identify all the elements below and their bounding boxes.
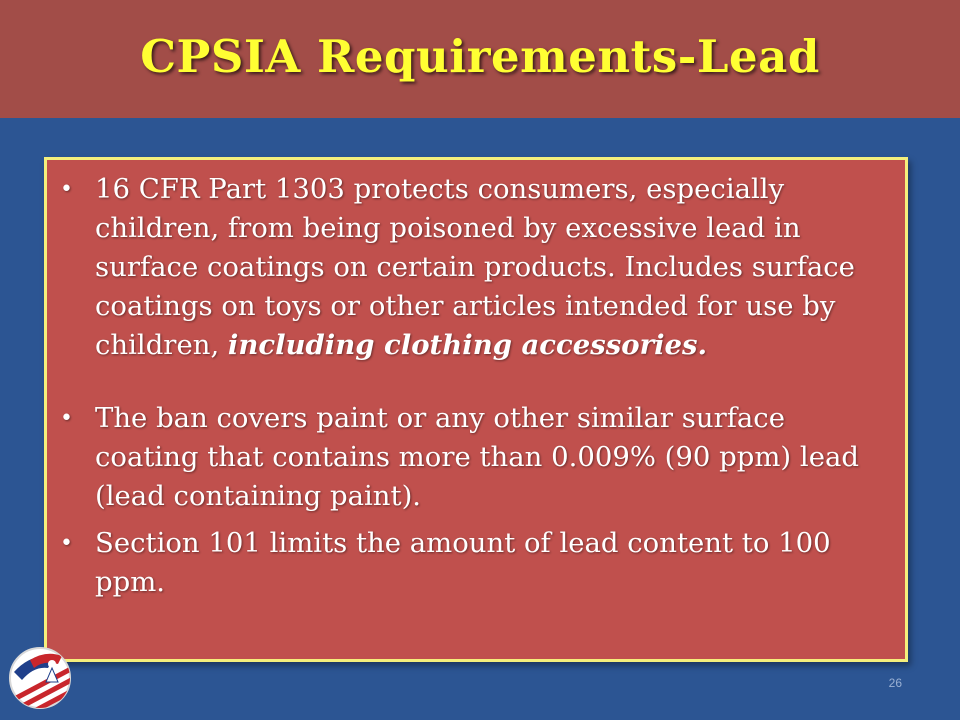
bullet-1-text: 16 CFR Part 1303 protects consumers, especially children, from being poisoned by excessive lead in surface coatings on certain products. Includes surface coatings on toys or other articles intended for use by children, [95,173,855,361]
bullet-3-text: Section 101 limits the amount of lead content to 100 ppm. [95,527,831,598]
cpsc-logo-icon [8,642,72,712]
bullet-item-2 [47,399,891,516]
content-box [44,157,908,662]
bullet-marker: • [60,531,73,556]
bullet-2-text: The ban covers paint or any other similar surface coating that contains more than 0.009% (90 ppm) lead (lead containing paint). [95,402,859,512]
bullet-item-1 [47,170,891,365]
bullet-item-3 [47,524,891,602]
title-bar [0,0,960,118]
page-number: 26 [888,676,902,690]
bullet-1-emphasis: including clothing accessories [227,329,698,361]
slide-title: CPSIA Requirements-Lead [140,29,820,83]
bullet-1-suffix: . [697,329,708,361]
bullet-list [47,160,905,602]
bullet-marker: • [60,177,73,202]
bullet-marker: • [60,406,73,431]
